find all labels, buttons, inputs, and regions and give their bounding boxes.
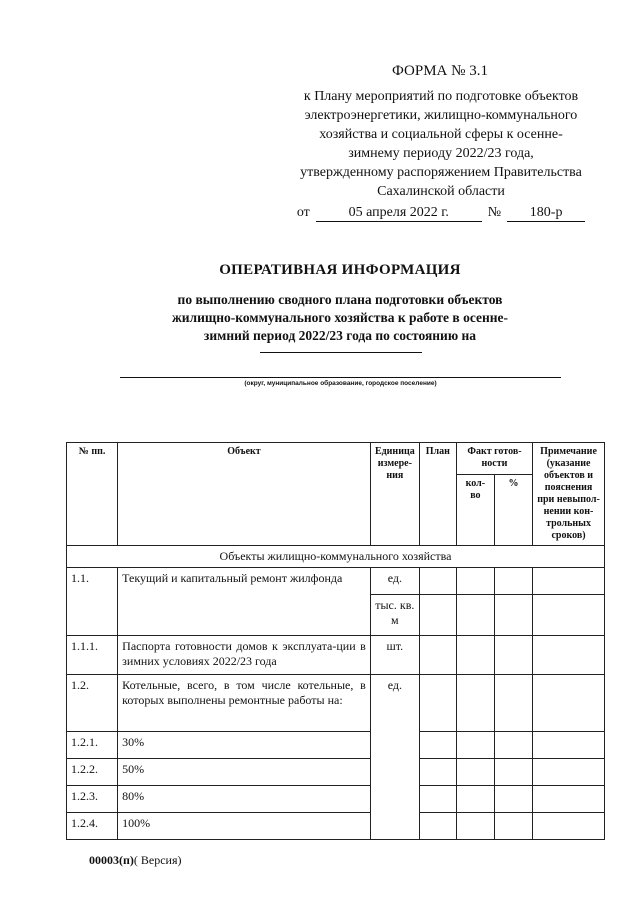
note-cell[interactable]: [533, 568, 605, 595]
plan-cell[interactable]: [419, 759, 456, 786]
form-line-2: электроэнергетики, жилищно-коммунального: [304, 108, 578, 123]
row-unit: ед.: [370, 568, 419, 595]
plan-cell[interactable]: [419, 568, 456, 595]
form-line-4: зимнему периоду 2022/23 года,: [348, 146, 534, 161]
pct-cell[interactable]: [494, 636, 532, 675]
okrug-caption: (округ, муниципальное образование, городское поселение): [244, 380, 437, 387]
table-row: [67, 636, 605, 675]
header-unit: Единица измере-ния: [370, 443, 419, 546]
pct-cell[interactable]: [494, 568, 532, 595]
header-object: Объект: [118, 443, 371, 546]
kol-cell[interactable]: [456, 568, 494, 595]
row-num: 1.2.3.: [67, 786, 118, 813]
row-num: 1.2.: [67, 675, 118, 732]
section-row: [67, 546, 605, 568]
kol-cell[interactable]: [456, 786, 494, 813]
row-unit: шт.: [370, 636, 419, 675]
table-row: [67, 759, 605, 786]
row-object: 30%: [118, 732, 371, 759]
document-title: [60, 262, 620, 345]
header-plan: План: [419, 443, 456, 546]
footer-version: [89, 853, 182, 868]
row-object: Текущий и капитальный ремонт жилфонда: [118, 568, 371, 636]
row-num: 1.2.2.: [67, 759, 118, 786]
note-cell[interactable]: [533, 675, 605, 732]
note-cell[interactable]: [533, 732, 605, 759]
date-blank-line: [260, 352, 422, 353]
form-number: ФОРМА № 3.1: [392, 63, 488, 79]
form-header: [282, 62, 600, 222]
info-table: [66, 442, 605, 840]
row-object: 50%: [118, 759, 371, 786]
plan-cell[interactable]: [419, 813, 456, 840]
header-num: № пп.: [67, 443, 118, 546]
footer-code: 00003(п): [89, 853, 134, 867]
pct-cell[interactable]: [494, 675, 532, 732]
okrug-blank-line: [120, 377, 561, 378]
table-row: [67, 813, 605, 840]
approval-date-row: [282, 203, 600, 222]
header-note: Примечание (указание объектов и пояснения при невыпол-нении кон-трольных сроков): [533, 443, 605, 546]
header-row: [67, 443, 605, 475]
plan-cell[interactable]: [419, 732, 456, 759]
row-num: 1.1.: [67, 568, 118, 636]
kol-cell[interactable]: [456, 636, 494, 675]
note-cell[interactable]: [533, 759, 605, 786]
title-sub-2: жилищно-коммунального хозяйства к работе в осенне-: [171, 310, 509, 325]
date-prefix: от: [296, 205, 310, 220]
row-num: 1.1.1.: [67, 636, 118, 675]
section-title: Объекты жилищно-коммунального хозяйства: [67, 546, 605, 568]
approval-number: 180-р: [507, 204, 585, 222]
pct-cell[interactable]: [494, 732, 532, 759]
row-num: 1.2.1.: [67, 732, 118, 759]
table-row: [67, 568, 605, 595]
title-sub-3: зимний период 2022/23 года по состоянию на: [203, 328, 477, 343]
plan-cell[interactable]: [419, 675, 456, 732]
form-line-6: Сахалинской области: [377, 184, 505, 199]
title-sub-1: по выполнению сводного плана подготовки объектов: [177, 292, 503, 307]
row-object: Паспорта готовности домов к эксплуата-ции в зимних условиях 2022/23 года: [118, 636, 371, 675]
header-pct: %: [494, 474, 532, 545]
header-kol: кол-во: [456, 474, 494, 545]
row-num: 1.2.4.: [67, 813, 118, 840]
note-cell[interactable]: [533, 813, 605, 840]
pct-cell[interactable]: [494, 813, 532, 840]
kol-cell[interactable]: [456, 759, 494, 786]
footer-version-label: ( Версия): [133, 853, 182, 867]
plan-cell[interactable]: [419, 786, 456, 813]
kol-cell[interactable]: [456, 813, 494, 840]
note-cell[interactable]: [533, 786, 605, 813]
row-object: Котельные, всего, в том числе котельные, в которых выполнены ремонтные работы на:: [118, 675, 371, 732]
table-row: [67, 732, 605, 759]
number-prefix: №: [487, 205, 502, 220]
note-cell[interactable]: [533, 595, 605, 636]
header-fact: Факт готов-ности: [456, 443, 532, 475]
pct-cell[interactable]: [494, 786, 532, 813]
approval-date: 05 апреля 2022 г.: [316, 204, 482, 222]
form-line-5: утвержденному распоряжением Правительства: [300, 165, 582, 180]
row-unit-2: тыс. кв. м: [370, 595, 419, 636]
note-cell[interactable]: [533, 636, 605, 675]
table-row: [67, 675, 605, 732]
kol-cell[interactable]: [456, 595, 494, 636]
row-object: 80%: [118, 786, 371, 813]
kol-cell[interactable]: [456, 675, 494, 732]
pct-cell[interactable]: [494, 759, 532, 786]
title-main: ОПЕРАТИВНАЯ ИНФОРМАЦИЯ: [219, 262, 461, 278]
form-line-3: хозяйства и социальной сферы к осенне-: [319, 127, 563, 142]
row-unit: ед.: [370, 675, 419, 840]
form-line-1: к Плану мероприятий по подготовке объектов: [303, 89, 579, 104]
table-row: [67, 786, 605, 813]
plan-cell[interactable]: [419, 595, 456, 636]
pct-cell[interactable]: [494, 595, 532, 636]
kol-cell[interactable]: [456, 732, 494, 759]
plan-cell[interactable]: [419, 636, 456, 675]
row-object: 100%: [118, 813, 371, 840]
